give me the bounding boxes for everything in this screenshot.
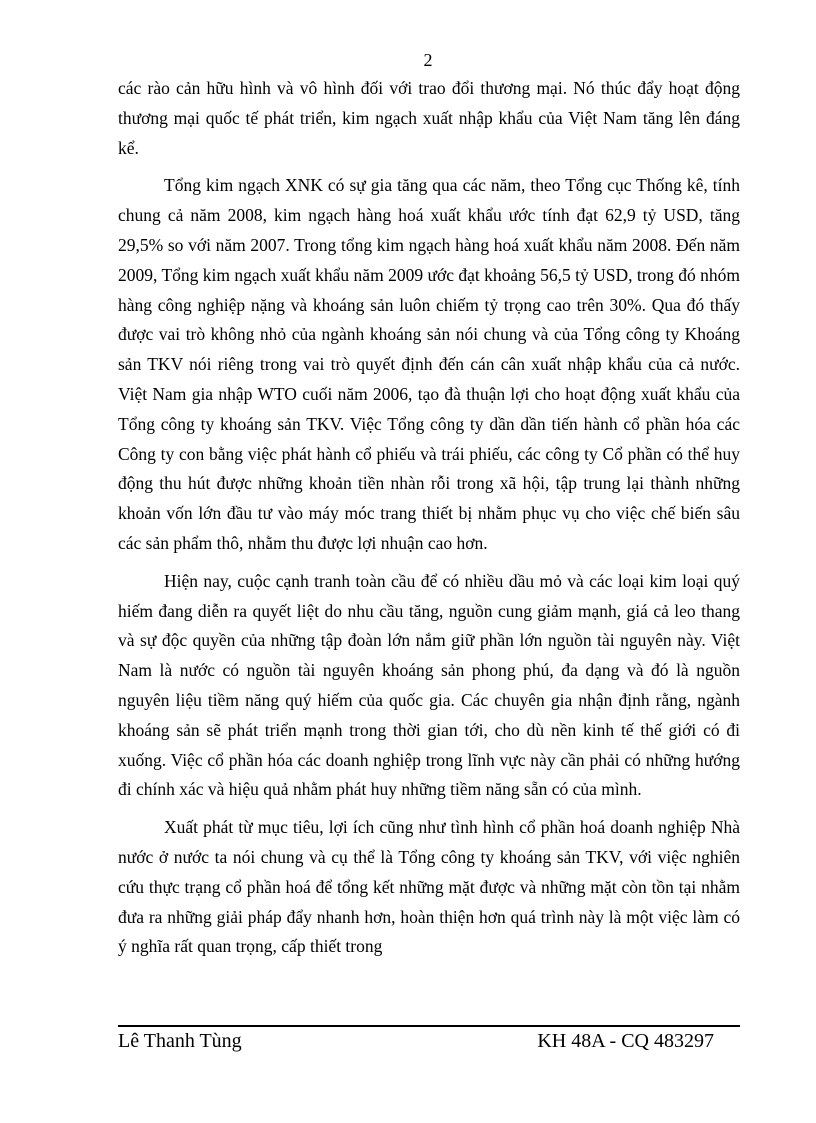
paragraph-export-turnover: Tổng kim ngạch XNK có sự gia tăng qua các năm, theo Tổng cục Thống kê, tính chung cả năm 2008, kim ngạch hàng hoá xuất khẩu ước tính đạt 62,9 tỷ USD, tăng 29,5% so với năm 2007. Trong tổng kim ngạch hàng hoá xuất khẩu năm 2008. Đến năm 2009, Tổng kim ngạch xuất khẩu năm 2009 ước đạt khoảng 56,5 tỷ USD, trong đó nhóm hàng công nghiệp nặng và khoáng sản luôn chiếm tỷ trọng cao trên 30%. Qua đó thấy được vai trò không nhỏ của ngành khoáng sản nói chung và của Tổng công ty Khoáng sản TKV nói riêng trong vai trò quyết định đến cán cân xuất nhập khẩu của cả nước. Việt Nam gia nhập WTO cuối năm 2006, tạo đà thuận lợi cho hoạt động xuất khẩu của Tổng công ty khoáng sản TKV. Việc Tổng công ty dần dần tiến hành cổ phần hóa các Công ty con bằng việc phát hành cổ phiếu và trái phiếu, các công ty Cổ phần có thể huy động thu hút được những khoản tiền nhàn rỗi trong xã hội, tập trung lại thành những khoản vốn lớn đầu tư vào máy móc trang thiết bị nhằm phục vụ cho việc chế biến sâu các sản phẩm thô, nhằm thu được lợi nhuận cao hơn.: [118, 175, 740, 553]
paragraph-continuation: các rào cản hữu hình và vô hình đối với trao đổi thương mại. Nó thúc đẩy hoạt động thương mại quốc tế phát triển, kim ngạch xuất nhập khẩu của Việt Nam tăng lên đáng kể.: [118, 78, 740, 158]
page-footer: [118, 1030, 714, 1053]
paragraph-global-competition: Hiện nay, cuộc cạnh tranh toàn cầu để có nhiều dầu mỏ và các loại kim loại quý hiếm đang diễn ra quyết liệt do nhu cầu tăng, nguồn cung giảm mạnh, giá cả leo thang và sự độc quyền của những tập đoàn lớn nắm giữ phần lớn nguồn tài nguyên này. Việt Nam là nước có nguồn tài nguyên khoáng sản phong phú, đa dạng và đó là nguồn nguyên liệu tiềm năng quý hiếm của quốc gia. Các chuyên gia nhận định rằng, ngành khoáng sản sẽ phát triển mạnh trong thời gian tới, cho dù nền kinh tế thế giới có đi xuống. Việc cổ phần hóa các doanh nghiệp trong lĩnh vực này cần phải có những hướng đi chính xác và hiệu quả nhằm phát huy những tiềm năng sẵn có của mình.: [118, 570, 740, 800]
document-body: [118, 74, 740, 970]
footer-class-code: KH 48A - CQ 483297: [537, 1030, 714, 1052]
paragraph-research-rationale: Xuất phát từ mục tiêu, lợi ích cũng như tình hình cổ phần hoá doanh nghiệp Nhà nước ở nước ta nói chung và cụ thể là Tổng công ty khoáng sản TKV, với việc nghiên cứu thực trạng cổ phần hoá để tổng kết những mặt được và những mặt còn tồn tại nhằm đưa ra những giải pháp đẩy nhanh hơn, hoàn thiện hơn quá trình này là một việc làm có ý nghĩa rất quan trọng, cấp thiết trong: [118, 817, 740, 957]
footer-author: Lê Thanh Tùng: [118, 1030, 242, 1052]
page-number: 2: [423, 50, 433, 70]
footer-divider: [118, 1025, 740, 1027]
